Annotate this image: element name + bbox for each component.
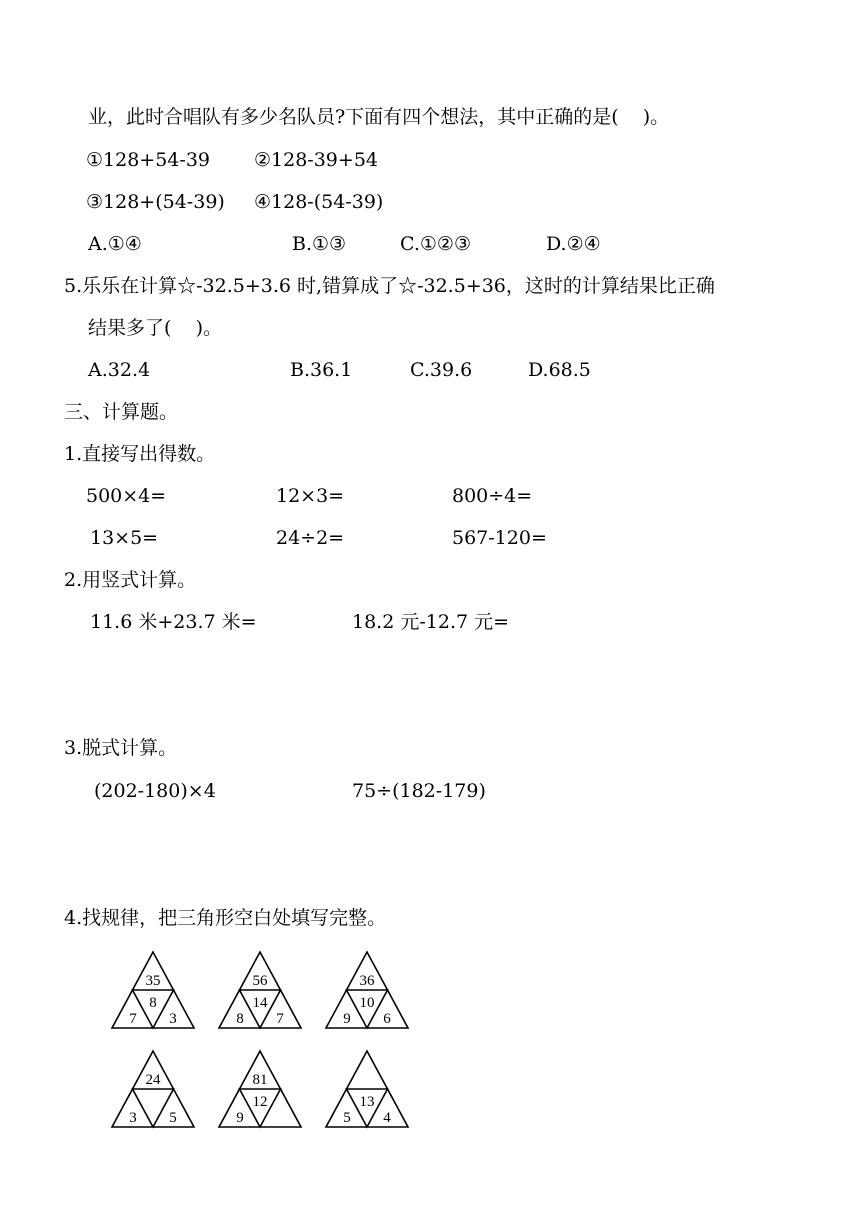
triangle-outline <box>219 952 301 1028</box>
triangle-left-number: 8 <box>236 1011 244 1027</box>
q4-option-c[interactable]: C.①②③ <box>400 233 471 255</box>
q5-stem-line-1: 5.乐乐在计算☆-32.5+3.6 时,错算成了☆-32.5+36，这时的计算结果比正确 <box>64 275 715 297</box>
q4-stem-continuation: 业，此时合唱队有多少名队员?下面有四个想法，其中正确的是( )。 <box>88 106 670 128</box>
triangle-outline <box>219 1051 301 1127</box>
triangle-top-number: 36 <box>359 973 375 989</box>
triangle-middle-number: 14 <box>252 995 268 1011</box>
vertical-calc-item: 11.6 米+23.7 米= <box>90 611 257 633</box>
problem-4-title: 4.找规律，把三角形空白处填写完整。 <box>64 907 387 929</box>
mental-math-item: 567-120= <box>452 527 547 549</box>
q5-stem-line-2: 结果多了( )。 <box>88 317 222 339</box>
mental-math-item: 500×4= <box>86 485 167 507</box>
mental-math-item: 24÷2= <box>276 527 345 549</box>
q4-idea-3: ③128+(54-39) <box>86 191 225 213</box>
q4-option-d[interactable]: D.②④ <box>546 233 601 255</box>
mental-math-item: 12×3= <box>276 485 345 507</box>
problem-3-title: 3.脱式计算。 <box>64 737 178 759</box>
problem-2-title: 2.用竖式计算。 <box>64 569 197 591</box>
triangle-left-number: 9 <box>343 1011 351 1027</box>
triangle-top-number: 81 <box>252 1072 268 1088</box>
q5-option-b[interactable]: B.36.1 <box>290 359 353 381</box>
triangle-outline <box>326 1051 408 1127</box>
triangle-middle-number: 8 <box>149 995 157 1011</box>
triangle-puzzle <box>217 950 303 1030</box>
mental-math-item: 13×5= <box>90 527 159 549</box>
stepwise-calc-item: (202-180)×4 <box>94 780 216 802</box>
triangle-left-number: 3 <box>129 1110 137 1126</box>
triangle-middle-number: 13 <box>359 1094 375 1110</box>
triangle-left-number: 5 <box>343 1110 351 1126</box>
triangle-right-number: 6 <box>383 1011 391 1027</box>
triangle-top-number: 56 <box>252 973 268 989</box>
triangle-puzzle <box>324 950 410 1030</box>
q4-option-b[interactable]: B.①③ <box>292 233 347 255</box>
triangle-left-number: 9 <box>236 1110 244 1126</box>
triangle-right-number: 7 <box>276 1011 284 1027</box>
section-3-title: 三、计算题。 <box>64 401 179 423</box>
triangle-outline <box>326 952 408 1028</box>
triangle-right-number: 3 <box>169 1011 177 1027</box>
triangle-top-number: 35 <box>145 973 161 989</box>
q4-idea-1: ①128+54-39 <box>86 149 210 171</box>
q5-option-c[interactable]: C.39.6 <box>410 359 473 381</box>
q4-idea-2: ②128-39+54 <box>254 149 378 171</box>
triangle-puzzle <box>110 950 196 1030</box>
triangle-outline <box>112 952 194 1028</box>
triangle-middle-number: 10 <box>359 995 375 1011</box>
mental-math-item: 800÷4= <box>452 485 533 507</box>
triangle-puzzle <box>324 1049 410 1129</box>
problem-1-title: 1.直接写出得数。 <box>64 443 216 465</box>
triangle-right-number: 5 <box>169 1110 177 1126</box>
q4-option-a[interactable]: A.①④ <box>88 233 142 255</box>
triangle-right-number: 4 <box>383 1110 391 1126</box>
triangle-outline <box>112 1051 194 1127</box>
triangle-top-number: 24 <box>145 1072 161 1088</box>
q5-option-d[interactable]: D.68.5 <box>528 359 591 381</box>
triangle-puzzle <box>110 1049 196 1129</box>
triangle-left-number: 7 <box>129 1011 137 1027</box>
vertical-calc-item: 18.2 元-12.7 元= <box>352 611 510 633</box>
q4-idea-4: ④128-(54-39) <box>254 191 384 213</box>
triangle-middle-number: 12 <box>252 1094 268 1110</box>
q5-option-a[interactable]: A.32.4 <box>88 359 151 381</box>
stepwise-calc-item: 75÷(182-179) <box>352 780 486 802</box>
triangle-puzzle <box>217 1049 303 1129</box>
